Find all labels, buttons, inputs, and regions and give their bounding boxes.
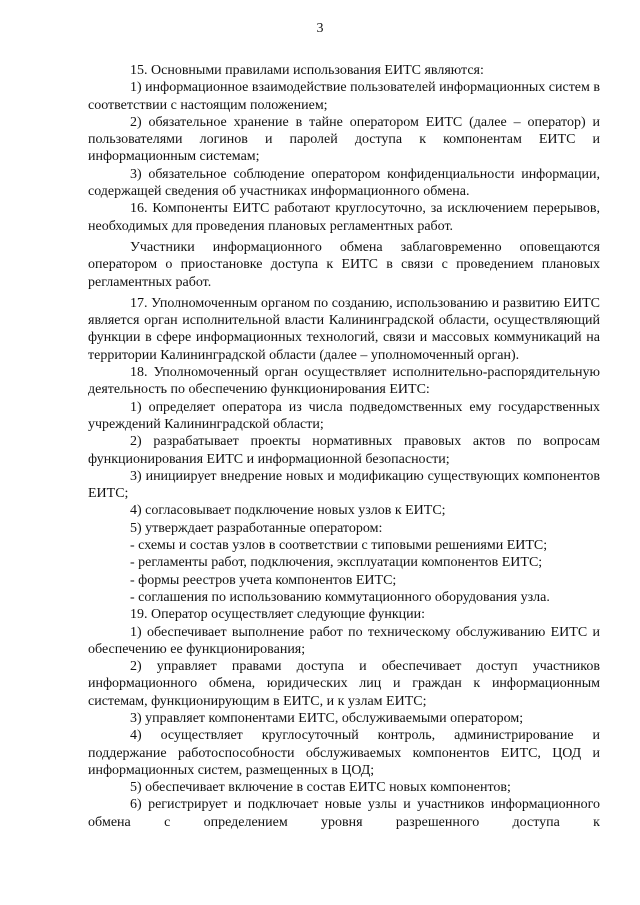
paragraph-19-item-5: 5) обеспечивает включение в состав ЕИТС новых компонентов; [130, 780, 511, 796]
paragraph-19-item-3: 3) управляет компонентами ЕИТС, обслуживаемыми оператором; [130, 710, 524, 726]
paragraph-18-item-5: 5) утверждает разработанные оператором: [130, 520, 383, 536]
paragraph-15-item-2: 2) обязательное хранение в тайне оператором ЕИТС (далее – оператор) и пользователями логинов и паролей доступа к компонентам ЕИТС и информационным системам; [88, 114, 600, 165]
document-body [88, 62, 600, 831]
paragraph-18-item-2: 2) разрабатывает проекты нормативных правовых актов по вопросам функционирования ЕИТС и информационной безопасности; [88, 434, 600, 467]
paragraph-15-item-3: 3) обязательное соблюдение оператором конфиденциальности информации, содержащей сведения об участниках информационного обмена. [88, 166, 600, 200]
paragraph-19-item-2: 2) управляет правами доступа и обеспечивает доступ участников информационного обмена, юридических лиц и граждан к информационным системам, функционирующим в ЕИТС, и к узлам ЕИТС; [88, 659, 600, 709]
paragraph-18-item-3: 3) инициирует внедрение новых и модификацию существующих компонентов ЕИТС; [88, 468, 600, 502]
paragraph-18-item-5-dash-1: - схемы и состав узлов в соответствии с типовыми решениями ЕИТС; [130, 538, 548, 554]
paragraph-18-item-5-dash-4: - соглашения по использованию коммутационного оборудования узла. [130, 589, 550, 605]
paragraph-18-item-5-dash-2: - регламенты работ, подключения, эксплуатации компонентов ЕИТС; [130, 555, 543, 571]
paragraph-19: 19. Оператор осуществляет следующие функции: [130, 607, 426, 623]
paragraph-17: 17. Уполномоченным органом по созданию, использованию и развитию ЕИТС является орган исполнительной власти Калининградской области, осуществляющий функции в сфере информационных технологий, связи и массовых коммуникаций на территории Калининградской области (далее – уполномоченный орган). [88, 295, 600, 363]
paragraph-15: 15. Основными правилами использования ЕИТС являются: [130, 63, 484, 78]
paragraph-18-item-5-dash-3: - формы реестров учета компонентов ЕИТС; [130, 572, 397, 588]
paragraph-16-note: Участники информационного обмена заблаговременно оповещаются оператором о приостановке доступа к ЕИТС в связи с проведением плановых регламентных работ. [88, 239, 600, 290]
paragraph-19-item-6: 6) регистрирует и подключает новые узлы и участников информационного обмена с определением уровня разрешенного доступа к [88, 797, 600, 830]
paragraph-16: 16. Компоненты ЕИТС работают круглосуточно, за исключением перерывов, необходимых для проведения плановых регламентных работ. [88, 201, 600, 234]
paragraph-19-item-1: 1) обеспечивает выполнение работ по техническому обслуживанию ЕИТС и обеспечению ее функционирования; [88, 624, 600, 657]
paragraph-18-item-4: 4) согласовывает подключение новых узлов к ЕИТС; [130, 503, 446, 519]
paragraph-18-item-1: 1) определяет оператора из числа подведомственных ему государственных учреждений Калининградской области; [88, 399, 600, 432]
paragraph-15-item-1: 1) информационное взаимодействие пользователей информационных систем в соответствии с настоящим положением; [88, 80, 600, 113]
paragraph-18: 18. Уполномоченный орган осуществляет исполнительно-распорядительную деятельность по обеспечению функционирования ЕИТС: [88, 365, 600, 398]
paragraph-19-item-4: 4) осуществляет круглосуточный контроль, администрирование и поддержание работоспособности обслуживаемых компонентов ЕИТС, ЦОД и информационных систем, размещенных в ЦОД; [88, 728, 600, 778]
page-number: 3 [316, 21, 324, 36]
